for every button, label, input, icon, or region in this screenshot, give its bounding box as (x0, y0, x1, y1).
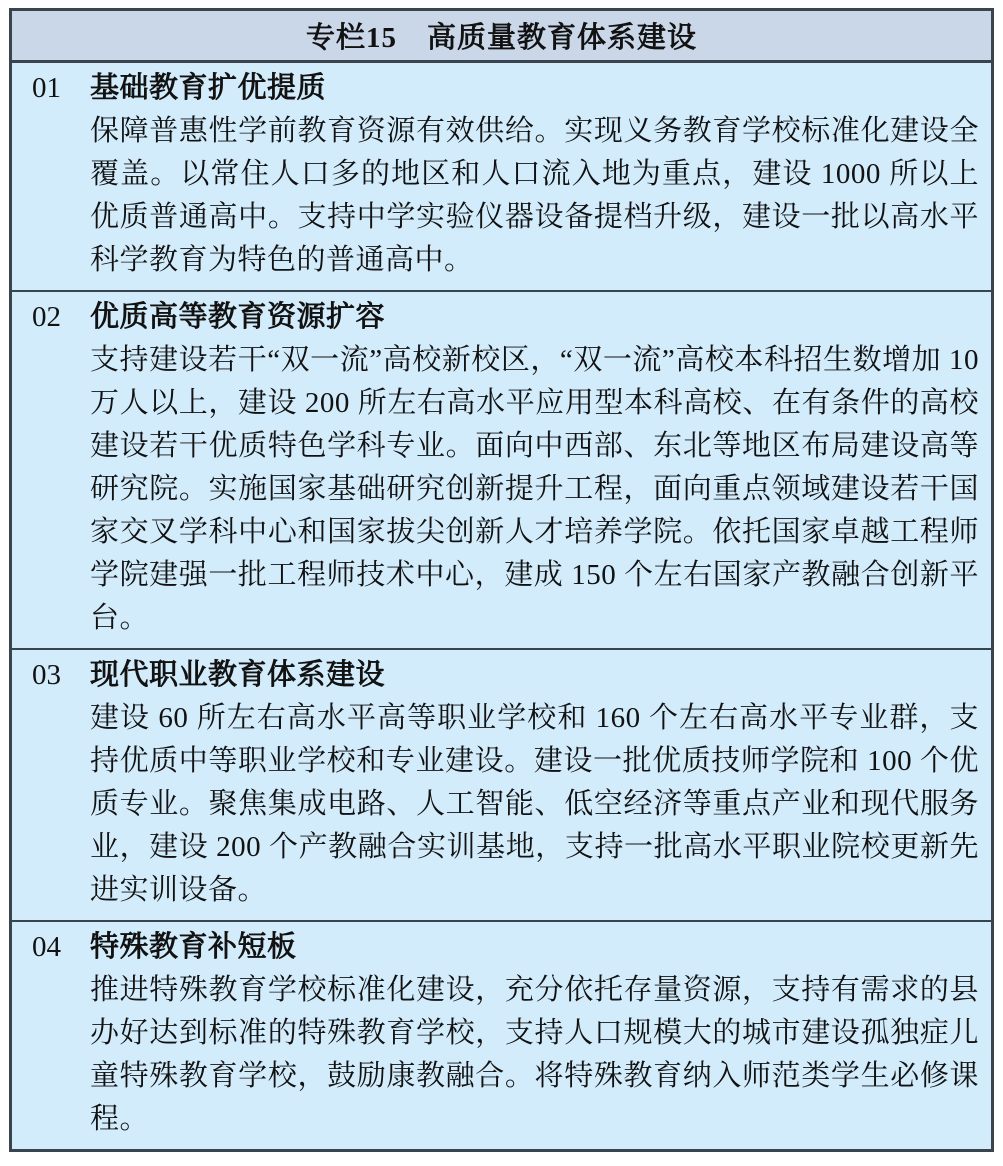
section-body-text: 支持建设若干“双一流”高校新校区，“双一流”高校本科招生数增加 10 万人以上，建设 200 所左右高水平应用型本科高校、在有条件的高校建设若干优质特色学科专业。面向中西部、东北等地区布局建设高等研究院。实施国家基础研究创新提升工程，面向重点领域建设若干国家交叉学科中心和国家拔尖创新人才培养学院。依托国家卓越工程师学院建强一批工程师技术中心，建成 150 个左右国家产教融合创新平台。 (90, 344, 979, 634)
section-01-basic-education (12, 63, 991, 292)
column-box-header (12, 11, 991, 63)
column-box (9, 8, 994, 1152)
section-title: 优质高等教育资源扩容 (90, 301, 386, 333)
section-number: 01 (32, 72, 61, 104)
section-number: 02 (32, 301, 61, 333)
panel-title: 专栏15 高质量教育体系建设 (305, 22, 697, 54)
section-04-special-education (12, 922, 991, 1149)
section-heading-row (32, 296, 979, 339)
section-title: 现代职业教育体系建设 (90, 659, 386, 691)
section-body-text: 保障普惠性学前教育资源有效供给。实现义务教育学校标准化建设全覆盖。以常住人口多的地区和人口流入地为重点，建设 1000 所以上优质普通高中。支持中学实验仪器设备提档升级，建设一批以高水平科学教育为特色的普通高中。 (90, 115, 979, 276)
section-number: 04 (32, 931, 61, 963)
section-title: 特殊教育补短板 (90, 931, 297, 963)
section-heading-row (32, 926, 979, 969)
section-title: 基础教育扩优提质 (90, 72, 327, 104)
section-heading-row (32, 67, 979, 110)
section-body-text: 建设 60 所左右高水平高等职业学校和 160 个左右高水平专业群，支持优质中等职业学校和专业建设。建设一批优质技师学院和 100 个优质专业。聚焦集成电路、人工智能、低空经济等重点产业和现代服务业，建设 200 个产教融合实训基地，支持一批高水平职业院校更新先进实训设备。 (90, 702, 979, 906)
section-number: 03 (32, 659, 61, 691)
section-body-text: 推进特殊教育学校标准化建设，充分依托存量资源，支持有需求的县办好达到标准的特殊教育学校，支持人口规模大的城市建设孤独症儿童特殊教育学校，鼓励康教融合。将特殊教育纳入师范类学生必修课程。 (90, 974, 979, 1135)
section-03-vocational-education (12, 650, 991, 922)
section-heading-row (32, 654, 979, 697)
section-02-higher-education (12, 292, 991, 650)
